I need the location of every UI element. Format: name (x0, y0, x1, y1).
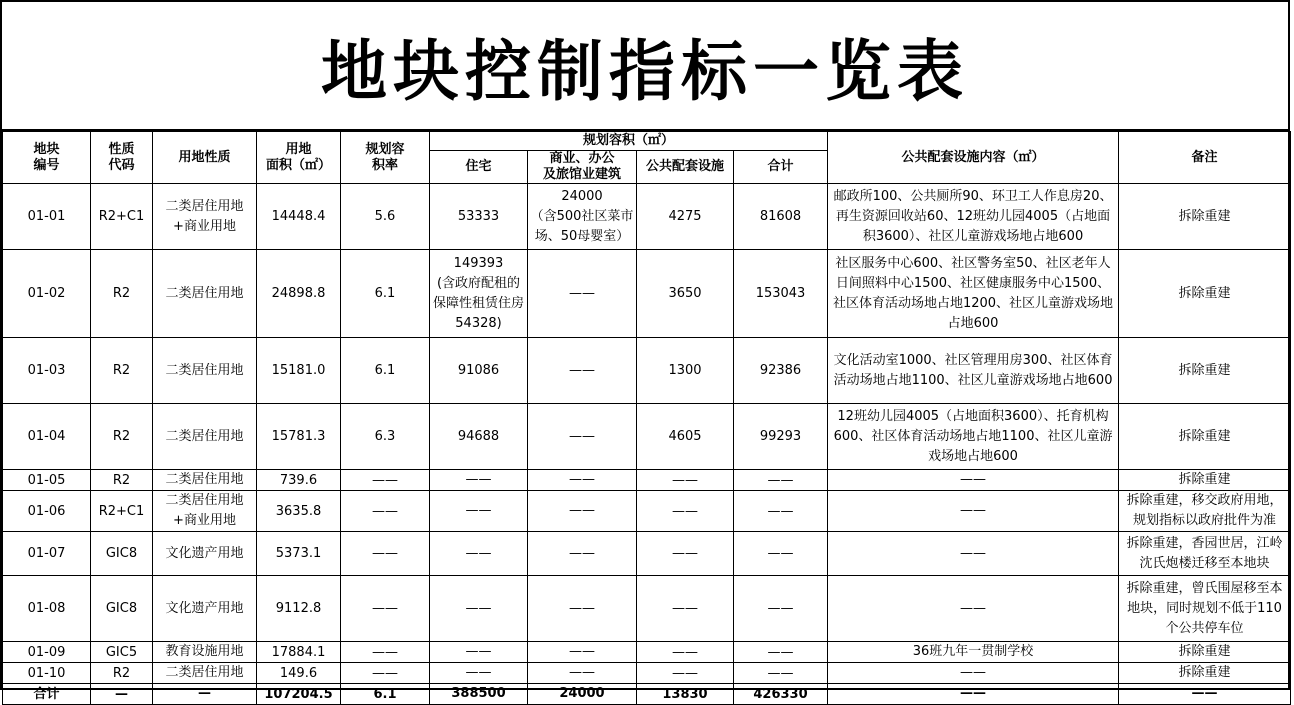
cell-nature-code (91, 250, 153, 338)
cell-nature-code (91, 663, 153, 684)
table-row (3, 576, 1291, 642)
cell-land-area (257, 338, 341, 404)
cell-commercial-text: —— (569, 428, 595, 444)
cell-remarks-text: 拆除重建 (1178, 208, 1231, 224)
cell-commercial (528, 184, 637, 250)
cell-total (734, 663, 828, 684)
cell-far (341, 663, 430, 684)
cell-land-use (153, 576, 257, 642)
cell-commercial (528, 404, 637, 470)
cell-block-no-text: 01-07 (27, 546, 66, 561)
cell-land-use (153, 663, 257, 684)
cell-nature-code-text: GIC8 (105, 546, 138, 561)
cell-nature-code-text: GIC8 (105, 601, 138, 616)
cell-residential (430, 532, 528, 576)
header-public-contents-label: 公共配套设施内容（㎡） (901, 149, 1045, 165)
header-remarks (1119, 132, 1291, 184)
cell-land-use-text: — (198, 686, 211, 701)
cell-commercial-text: 24000 （含500社区菜市场、50母婴室） (530, 188, 634, 244)
cell-far (341, 404, 430, 470)
cell-nature-code-text: GIC5 (105, 644, 138, 660)
cell-far (341, 576, 430, 642)
cell-residential-text: 53333 (457, 208, 500, 224)
cell-land-area-text: 107204.5 (264, 686, 333, 702)
cell-far (341, 338, 430, 404)
cell-block-no-text: 01-09 (27, 644, 66, 660)
cell-commercial (528, 532, 637, 576)
cell-block-no (3, 663, 91, 684)
cell-public-contents-text: —— (960, 686, 987, 701)
title-banner (2, 2, 1288, 131)
cell-block-no-text: 01-03 (27, 363, 66, 378)
header-land-use (153, 132, 257, 184)
cell-remarks-text: —— (1191, 686, 1218, 701)
cell-block-no (3, 184, 91, 250)
cell-residential (430, 184, 528, 250)
cell-remarks (1119, 338, 1291, 404)
cell-block-no-text: 01-01 (27, 209, 66, 224)
cell-residential-text: 388500 (451, 686, 506, 701)
cell-land-area-text: 14448.4 (271, 209, 326, 224)
cell-nature-code-text: R2 (112, 472, 131, 488)
cell-remarks (1119, 491, 1291, 532)
cell-nature-code (91, 491, 153, 532)
cell-block-no (3, 338, 91, 404)
cell-remarks-text: 拆除重建 (1178, 428, 1231, 444)
cell-residential-text: —— (465, 644, 492, 659)
cell-commercial-text: —— (569, 472, 595, 487)
cell-land-use-text: 二类居住用地+商业用地 (165, 493, 244, 528)
cell-land-area (257, 663, 341, 684)
control-index-table (2, 131, 1291, 705)
cell-total (734, 532, 828, 576)
cell-residential (430, 663, 528, 684)
table-row (3, 491, 1291, 532)
header-public-facilities (637, 151, 734, 184)
cell-nature-code-text: — (115, 686, 128, 702)
cell-land-area (257, 532, 341, 576)
cell-public-contents-text: —— (960, 472, 987, 487)
cell-nature-code (91, 576, 153, 642)
table-row (3, 250, 1291, 338)
header-residential-label: 住宅 (465, 159, 492, 174)
cell-nature-code-text: R2 (112, 429, 131, 444)
table-row (3, 663, 1291, 684)
cell-land-area (257, 642, 341, 663)
header-land-area-label: 用地 面积（㎡） (265, 141, 331, 173)
cell-public-contents (828, 642, 1119, 663)
cell-nature-code-text: R2 (112, 286, 131, 301)
header-planned-floor-area-label: 规划容积（㎡） (583, 133, 675, 148)
header-land-use-label: 用地性质 (178, 149, 231, 165)
cell-total (734, 250, 828, 338)
cell-block-no (3, 250, 91, 338)
cell-total (734, 338, 828, 404)
cell-nature-code (91, 642, 153, 663)
cell-commercial-text: —— (569, 545, 595, 561)
cell-public-facilities-text: 4605 (668, 429, 702, 444)
cell-land-area (257, 684, 341, 705)
cell-public-contents (828, 404, 1119, 470)
cell-land-area-text: 5373.1 (275, 546, 322, 561)
cell-far-text: —— (372, 601, 398, 616)
cell-residential (430, 338, 528, 404)
cell-commercial-text: —— (569, 503, 595, 518)
cell-public-facilities (637, 491, 734, 532)
cell-total (734, 404, 828, 470)
table-row (3, 642, 1291, 663)
cell-public-contents (828, 491, 1119, 532)
cell-nature-code (91, 404, 153, 470)
cell-public-contents-text: —— (960, 545, 987, 561)
cell-land-use-text: 教育设施用地 (165, 644, 244, 659)
header-block-no (3, 132, 91, 184)
cell-block-no (3, 404, 91, 470)
cell-block-no-text: 01-04 (27, 429, 66, 444)
header-planned-floor-area (430, 132, 828, 151)
cell-public-contents-text: 社区服务中心600、社区警务室50、社区老年人日间照料中心1500、社区健康服务中心1500、社区体育活动场地占地1200、社区儿童游戏场地占地600 (832, 255, 1114, 331)
cell-remarks (1119, 470, 1291, 491)
cell-remarks-text: 拆除重建 (1178, 644, 1231, 659)
cell-nature-code-text: R2 (112, 665, 131, 681)
cell-land-use-text: 二类居住用地 (165, 428, 244, 444)
cell-land-area (257, 250, 341, 338)
cell-far-text: 6.1 (373, 686, 397, 702)
cell-far (341, 184, 430, 250)
table-row (3, 532, 1291, 576)
cell-public-facilities (637, 184, 734, 250)
cell-nature-code (91, 184, 153, 250)
cell-residential-text: —— (465, 600, 492, 616)
cell-block-no-text: 01-08 (27, 601, 66, 616)
cell-public-contents (828, 663, 1119, 684)
cell-residential-text: —— (465, 503, 492, 518)
cell-land-use (153, 684, 257, 705)
cell-land-use (153, 250, 257, 338)
cell-remarks-text: 拆除重建 (1178, 285, 1231, 301)
cell-public-contents-text: 36班九年一贯制学校 (912, 644, 1034, 659)
cell-remarks (1119, 576, 1291, 642)
cell-commercial (528, 663, 637, 684)
cell-public-facilities-text: —— (672, 546, 698, 561)
cell-remarks-text: 拆除重建，移交政府用地，规划指标以政府批件为准 (1126, 493, 1283, 528)
cell-total-text: —— (767, 472, 794, 488)
cell-far (341, 642, 430, 663)
cell-public-facilities (637, 338, 734, 404)
header-remarks-label: 备注 (1191, 149, 1218, 165)
cell-residential-text: 91086 (457, 362, 500, 378)
header-residential (430, 151, 528, 184)
cell-nature-code-text: R2+C1 (98, 209, 145, 224)
cell-total-text: —— (767, 665, 794, 681)
cell-commercial-text: 24000 (559, 686, 605, 701)
header-far-label: 规划容 积率 (365, 141, 405, 173)
cell-remarks-text: 拆除重建 (1178, 665, 1231, 680)
cell-land-use-text: 文化遗产用地 (165, 600, 244, 616)
cell-public-contents (828, 250, 1119, 338)
cell-land-area (257, 184, 341, 250)
cell-land-use-text: 二类居住用地 (165, 472, 244, 487)
cell-residential-text: —— (465, 665, 492, 680)
cell-land-area-text: 149.6 (279, 665, 318, 681)
header-nature-code-label: 性质 代码 (108, 141, 135, 173)
cell-commercial (528, 338, 637, 404)
cell-land-area (257, 404, 341, 470)
cell-public-contents-text: —— (960, 503, 987, 518)
cell-land-area-text: 15781.3 (271, 429, 326, 444)
cell-public-contents (828, 576, 1119, 642)
cell-commercial (528, 470, 637, 491)
cell-far-text: 6.1 (374, 363, 396, 378)
cell-residential (430, 576, 528, 642)
cell-total (734, 184, 828, 250)
cell-public-facilities (637, 663, 734, 684)
cell-public-contents (828, 684, 1119, 705)
cell-nature-code (91, 684, 153, 705)
cell-land-use-text: 二类居住用地 (165, 362, 244, 378)
cell-land-area (257, 491, 341, 532)
cell-residential (430, 470, 528, 491)
header-nature-code (91, 132, 153, 184)
cell-total-text: 153043 (755, 286, 806, 301)
cell-residential-text: 149393 (含政府配租的保障性租赁住房54328) (432, 255, 524, 331)
cell-remarks-text: 拆除重建 (1178, 472, 1231, 487)
cell-commercial-text: —— (569, 600, 595, 616)
cell-total-text: 81608 (759, 209, 802, 224)
cell-land-area-text: 15181.0 (271, 363, 326, 378)
cell-land-area-text: 739.6 (279, 472, 318, 488)
cell-far-text: —— (372, 472, 398, 488)
cell-remarks (1119, 684, 1291, 705)
cell-land-use-text: 二类居住用地+商业用地 (165, 198, 244, 234)
cell-public-facilities (637, 532, 734, 576)
header-public-contents (828, 132, 1119, 184)
cell-commercial-text: —— (569, 644, 595, 659)
cell-public-contents-text: 文化活动室1000、社区管理用房300、社区体育活动场地占地1100、社区儿童游戏场地占地600 (833, 352, 1113, 388)
cell-residential-text: —— (465, 472, 492, 487)
cell-commercial (528, 250, 637, 338)
table-row (3, 470, 1291, 491)
cell-commercial (528, 684, 637, 705)
cell-public-facilities-text: 1300 (668, 363, 702, 378)
cell-public-facilities-text: —— (672, 644, 698, 660)
total-row (3, 684, 1291, 705)
cell-block-no-text: 合计 (33, 686, 60, 702)
cell-remarks-text: 拆除重建，曾氏围屋移至本地块，同时规划不低于110个公共停车位 (1126, 580, 1283, 636)
cell-public-facilities (637, 250, 734, 338)
cell-land-use (153, 491, 257, 532)
cell-remarks-text: 拆除重建 (1178, 362, 1231, 378)
table-row (3, 404, 1291, 470)
cell-land-area-text: 24898.8 (271, 286, 326, 301)
cell-public-facilities-text: 3650 (668, 286, 702, 301)
cell-public-facilities (637, 684, 734, 705)
cell-block-no-text: 01-06 (27, 503, 66, 519)
cell-public-facilities-text: —— (672, 665, 698, 681)
cell-public-facilities-text: 4275 (668, 209, 702, 224)
cell-block-no-text: 01-10 (27, 665, 66, 681)
cell-far (341, 532, 430, 576)
cell-total (734, 576, 828, 642)
cell-commercial (528, 642, 637, 663)
cell-public-contents (828, 184, 1119, 250)
cell-land-area (257, 470, 341, 491)
cell-residential (430, 250, 528, 338)
cell-public-facilities (637, 642, 734, 663)
cell-block-no (3, 576, 91, 642)
cell-nature-code-text: R2+C1 (98, 503, 145, 519)
cell-public-facilities-text: —— (672, 601, 698, 616)
header-total (734, 151, 828, 184)
cell-commercial-text: —— (569, 285, 595, 301)
page-title: 地块控制指标一览表 (321, 33, 969, 110)
cell-nature-code (91, 470, 153, 491)
table-row (3, 338, 1291, 404)
table-body (3, 184, 1291, 705)
cell-public-facilities (637, 576, 734, 642)
cell-total-text: —— (767, 546, 794, 561)
cell-public-facilities-text: —— (672, 472, 698, 488)
cell-land-use (153, 404, 257, 470)
cell-land-area-text: 9112.8 (275, 601, 322, 616)
cell-total-text: —— (767, 644, 794, 660)
cell-public-contents-text: —— (960, 665, 987, 680)
cell-total (734, 684, 828, 705)
cell-total-text: 426330 (753, 686, 808, 702)
header-commercial-label: 商业、办公 及旅馆业建筑 (542, 151, 621, 182)
cell-remarks (1119, 404, 1291, 470)
cell-block-no-text: 01-02 (27, 286, 66, 301)
cell-public-facilities-text: —— (672, 503, 698, 519)
cell-public-contents-text: 邮政所100、公共厕所90、环卫工人作息房20、再生资源回收站60、12班幼儿园4005（占地面积3600）、社区儿童游戏场地占地600 (833, 188, 1113, 244)
cell-total-text: 99293 (759, 429, 802, 444)
header-block-no-label: 地块 编号 (33, 141, 60, 173)
header-total-label: 合计 (767, 159, 794, 174)
cell-remarks (1119, 184, 1291, 250)
cell-far (341, 470, 430, 491)
cell-block-no-text: 01-05 (27, 472, 66, 488)
cell-total-text: —— (767, 503, 794, 519)
cell-nature-code (91, 532, 153, 576)
cell-public-contents (828, 338, 1119, 404)
cell-residential-text: —— (465, 545, 492, 561)
cell-land-area-text: 3635.8 (275, 503, 322, 519)
cell-far (341, 250, 430, 338)
cell-residential (430, 491, 528, 532)
cell-far-text: —— (372, 546, 398, 561)
cell-block-no (3, 470, 91, 491)
header-far (341, 132, 430, 184)
cell-commercial-text: —— (569, 362, 595, 378)
cell-land-use-text: 文化遗产用地 (165, 545, 244, 561)
cell-far-text: —— (372, 644, 398, 660)
cell-residential (430, 642, 528, 663)
cell-commercial (528, 491, 637, 532)
cell-public-contents (828, 532, 1119, 576)
cell-far (341, 491, 430, 532)
cell-residential (430, 684, 528, 705)
header-public-facilities-label: 公共配套设施 (645, 159, 724, 174)
cell-land-use (153, 338, 257, 404)
cell-public-facilities (637, 470, 734, 491)
cell-public-facilities (637, 404, 734, 470)
cell-total-text: 92386 (759, 363, 802, 378)
cell-remarks (1119, 250, 1291, 338)
cell-block-no (3, 532, 91, 576)
cell-land-use (153, 184, 257, 250)
cell-remarks (1119, 532, 1291, 576)
cell-land-use-text: 二类居住用地 (165, 285, 244, 301)
cell-nature-code (91, 338, 153, 404)
cell-public-contents-text: 12班幼儿园4005（占地面积3600）、托育机构600、社区体育活动场地占地1100、社区儿童游戏场地占地600 (833, 408, 1113, 464)
cell-block-no (3, 491, 91, 532)
cell-land-area-text: 17884.1 (271, 644, 326, 660)
cell-land-area (257, 576, 341, 642)
cell-far-text: —— (372, 665, 398, 681)
cell-land-use-text: 二类居住用地 (165, 665, 244, 680)
cell-land-use (153, 532, 257, 576)
cell-nature-code-text: R2 (112, 363, 131, 378)
cell-total (734, 642, 828, 663)
cell-residential (430, 404, 528, 470)
cell-far-text: 6.1 (374, 286, 396, 301)
cell-land-use (153, 470, 257, 491)
cell-remarks (1119, 642, 1291, 663)
cell-commercial-text: —— (569, 665, 595, 680)
cell-block-no (3, 684, 91, 705)
cell-far-text: —— (372, 503, 398, 519)
table-row (3, 184, 1291, 250)
header-commercial (528, 151, 637, 184)
cell-far-text: 5.6 (374, 209, 396, 224)
cell-far (341, 684, 430, 705)
cell-commercial (528, 576, 637, 642)
cell-total (734, 491, 828, 532)
cell-total (734, 470, 828, 491)
cell-block-no (3, 642, 91, 663)
cell-public-contents-text: —— (960, 600, 987, 616)
cell-public-facilities-text: 13830 (662, 686, 708, 702)
cell-far-text: 6.3 (374, 429, 396, 444)
cell-total-text: —— (767, 601, 794, 616)
cell-remarks-text: 拆除重建，香园世居，江岭沈氏炮楼迁移至本地块 (1126, 535, 1283, 571)
header-land-area (257, 132, 341, 184)
cell-remarks (1119, 663, 1291, 684)
cell-residential-text: 94688 (457, 428, 500, 444)
cell-land-use (153, 642, 257, 663)
cell-public-contents (828, 470, 1119, 491)
